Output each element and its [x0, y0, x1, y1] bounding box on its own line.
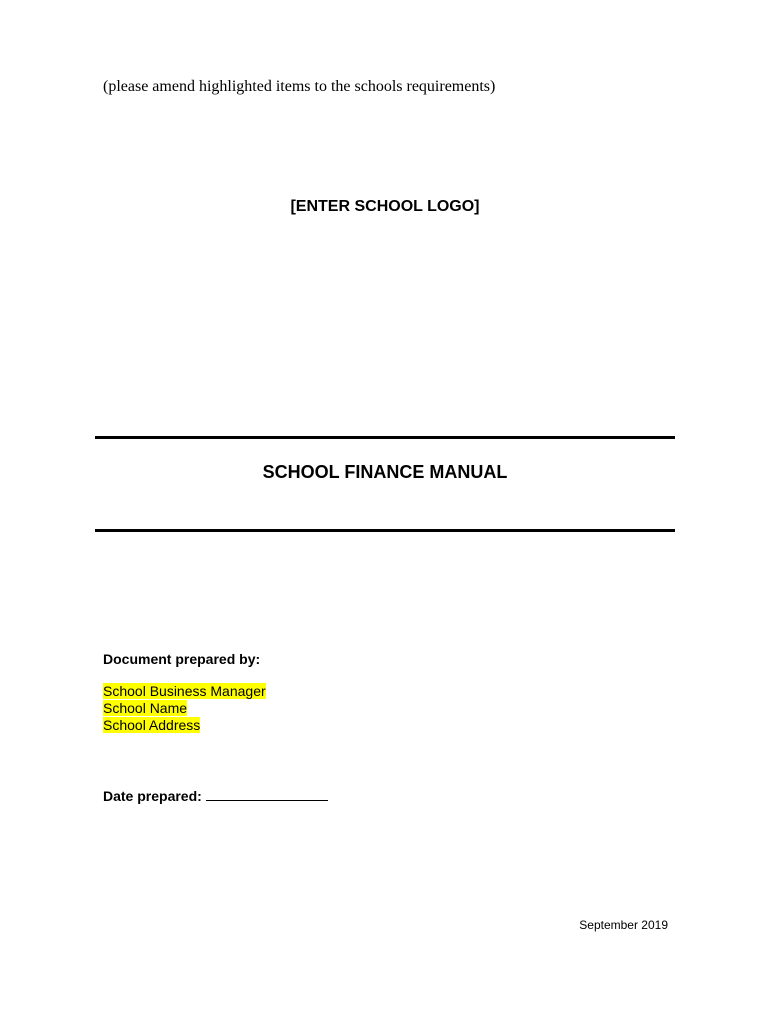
date-prepared-label: Date prepared: [103, 788, 202, 804]
prepared-by-school-address: School Address [103, 717, 201, 733]
date-prepared-blank-line [206, 786, 328, 801]
prepared-by-label: Document prepared by: [103, 651, 261, 667]
document-date: September 2019 [579, 918, 668, 932]
title-top-divider [95, 436, 675, 439]
instruction-note: (please amend highlighted items to the schools requirements) [103, 78, 496, 95]
prepared-by-school-name: School Name [103, 700, 188, 716]
date-prepared-row [103, 786, 328, 804]
prepared-by-details [103, 683, 266, 734]
prepared-by-role: School Business Manager [103, 683, 266, 699]
document-title: SCHOOL FINANCE MANUAL [262, 462, 508, 482]
title-bottom-divider [95, 529, 675, 532]
school-logo-placeholder: [ENTER SCHOOL LOGO] [290, 198, 480, 215]
